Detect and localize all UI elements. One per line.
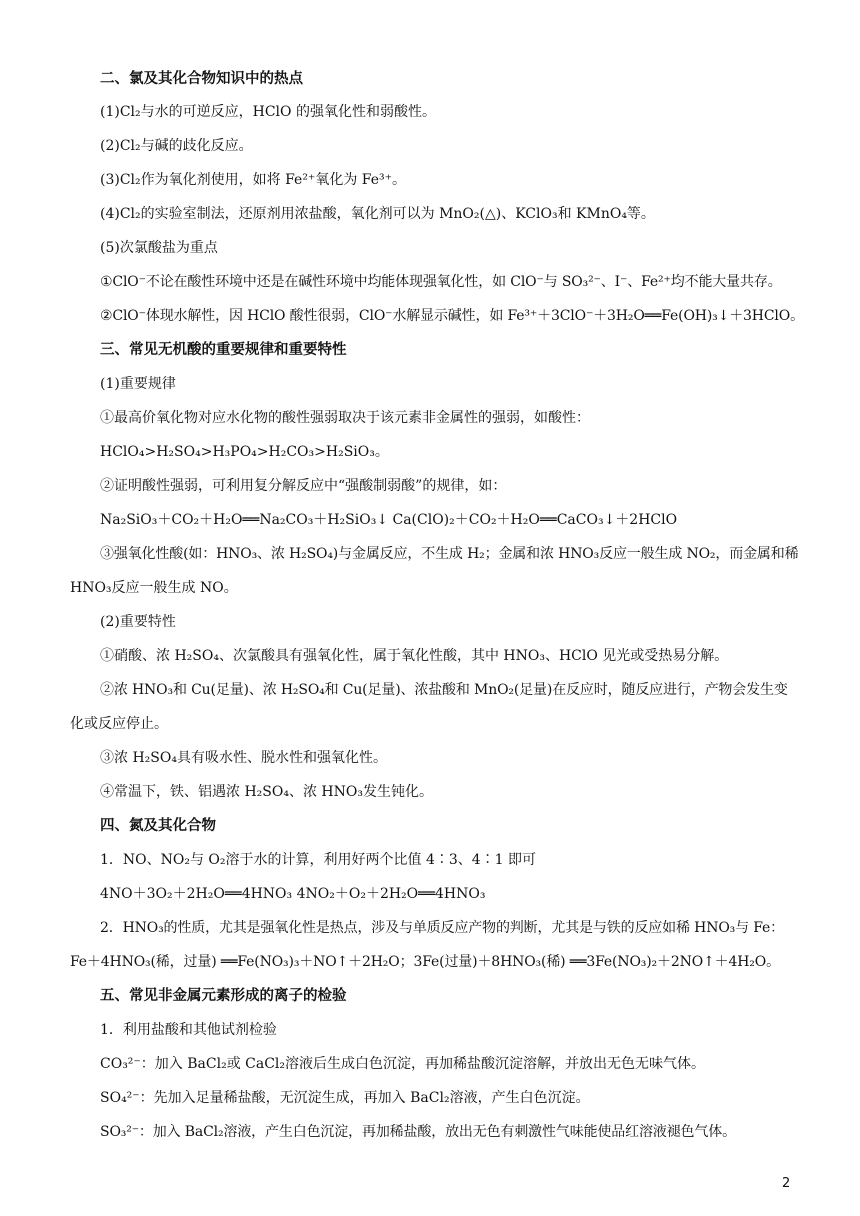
paragraph-line: 1．利用盐酸和其他试剂检验 xyxy=(100,1022,277,1038)
paragraph-line: HNO₃反应一般生成 NO。 xyxy=(70,580,238,596)
paragraph-line: CO₃²⁻：加入 BaCl₂或 CaCl₂溶液后生成白色沉淀，再加稀盐酸沉淀溶解，并放出无色无味气体。 xyxy=(100,1056,705,1072)
formula-line: Fe＋4HNO₃(稀，过量) ══Fe(NO₃)₃＋NO↑＋2H₂O；3Fe(过量)＋8HNO₃(稀) ══3Fe(NO₃)₂＋2NO↑＋4H₂O。 xyxy=(70,954,780,970)
paragraph-line: (3)Cl₂作为氧化剂使用，如将 Fe²⁺氧化为 Fe³⁺。 xyxy=(100,172,407,188)
paragraph-line: ①硝酸、浓 H₂SO₄、次氯酸具有强氧化性，属于氧化性酸，其中 HNO₃、HClO 见光或受热易分解。 xyxy=(100,648,729,664)
paragraph-line: SO₄²⁻：先加入足量稀盐酸，无沉淀生成，再加入 BaCl₂溶液，产生白色沉淀。 xyxy=(100,1090,590,1106)
paragraph-line: (2)Cl₂与碱的歧化反应。 xyxy=(100,138,253,154)
section-heading: 五、常见非金属元素形成的离子的检验 xyxy=(100,988,347,1004)
section-heading: 四、氮及其化合物 xyxy=(100,818,216,834)
paragraph-line: ②ClO⁻体现水解性，因 HClO 酸性很弱，ClO⁻水解显示碱性，如 Fe³⁺＋3ClO⁻＋3H₂O══Fe(OH)₃↓＋3HClO。 xyxy=(100,308,804,324)
formula-line: HClO₄>H₂SO₄>H₃PO₄>H₂CO₃>H₂SiO₃。 xyxy=(100,444,389,460)
paragraph-line: (5)次氯酸盐为重点 xyxy=(100,240,218,256)
paragraph-line: 1．NO、NO₂与 O₂溶于水的计算，利用好两个比值 4∶3、4∶1 即可 xyxy=(100,852,537,868)
paragraph-line: 2．HNO₃的性质，尤其是强氧化性是热点，涉及与单质反应产物的判断，尤其是与铁的反应如稀 HNO₃与 Fe： xyxy=(100,920,785,936)
section-heading: 三、常见无机酸的重要规律和重要特性 xyxy=(100,342,347,358)
formula-line: 4NO＋3O₂＋2H₂O══4HNO₃ 4NO₂＋O₂＋2H₂O══4HNO₃ xyxy=(100,886,486,902)
paragraph-line: 化或反应停止。 xyxy=(70,716,168,732)
paragraph-line: ①ClO⁻不论在酸性环境中还是在碱性环境中均能体现强氧化性，如 ClO⁻与 SO₃²⁻、I⁻、Fe²⁺均不能大量共存。 xyxy=(100,274,782,290)
paragraph-line: ②证明酸性强弱，可利用复分解反应中“强酸制弱酸”的规律，如： xyxy=(100,478,507,494)
paragraph-line: (1)Cl₂与水的可逆反应，HClO 的强氧化性和弱酸性。 xyxy=(100,104,436,120)
paragraph-line: SO₃²⁻：加入 BaCl₂溶液，产生白色沉淀，再加稀盐酸，放出无色有刺激性气味能使品红溶液褪色气体。 xyxy=(100,1124,736,1140)
paragraph-line: ②浓 HNO₃和 Cu(足量)、浓 H₂SO₄和 Cu(足量)、浓盐酸和 MnO₂(足量)在反应时，随反应进行，产物会发生变 xyxy=(100,682,788,698)
paragraph-line: (1)重要规律 xyxy=(100,376,176,392)
paragraph-line: ③浓 H₂SO₄具有吸水性、脱水性和强氧化性。 xyxy=(100,750,387,766)
paragraph-line: (4)Cl₂的实验室制法，还原剂用浓盐酸，氧化剂可以为 MnO₂(△)、KClO₃和 KMnO₄等。 xyxy=(100,206,655,222)
paragraph-line: ①最高价氧化物对应水化物的酸性强弱取决于该元素非金属性的强弱，如酸性： xyxy=(100,410,590,426)
formula-line: Na₂SiO₃＋CO₂＋H₂O══Na₂CO₃＋H₂SiO₃↓ Ca(ClO)₂＋CO₂＋H₂O══CaCO₃↓＋2HClO xyxy=(100,512,678,528)
section-heading: 二、氯及其化合物知识中的热点 xyxy=(100,71,303,87)
paragraph-line: ③强氧化性酸(如：HNO₃、浓 H₂SO₄)与金属反应，不生成 H₂；金属和浓 HNO₃反应一般生成 NO₂，而金属和稀 xyxy=(100,546,799,562)
paragraph-line: (2)重要特性 xyxy=(100,614,176,630)
paragraph-line: ④常温下，铁、铝遇浓 H₂SO₄、浓 HNO₃发生钝化。 xyxy=(100,784,433,800)
page-number: 2 xyxy=(782,1176,791,1191)
